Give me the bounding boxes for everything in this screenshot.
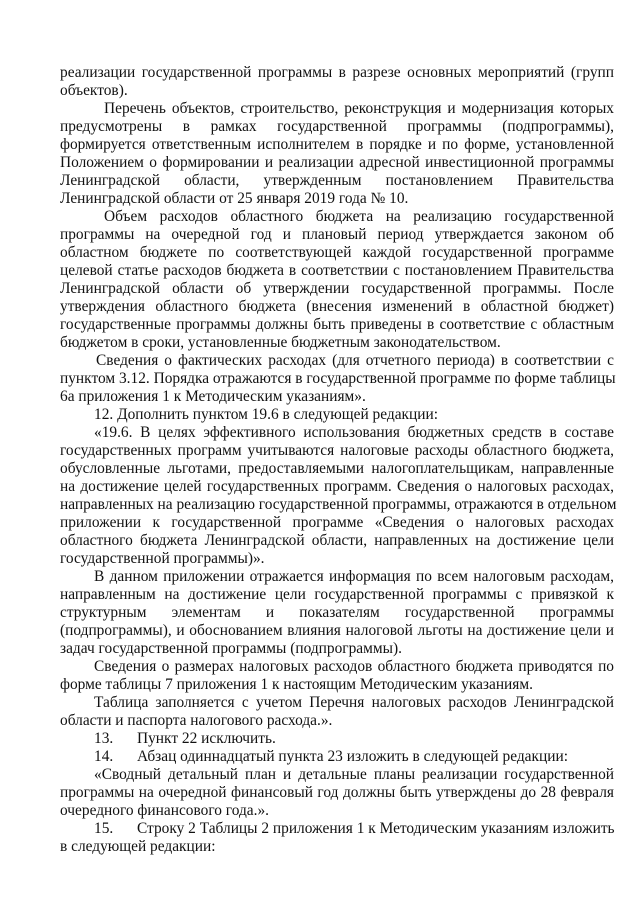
text-line: 6а приложения 1 к Методическим указаниям». [60,388,366,405]
text-line: форме таблицы 7 приложения 1 к настоящим Методическим указаниям. [60,676,533,693]
item-number: 15. [94,820,114,837]
text-line: в следующей редакции: [60,838,216,855]
text-line: приложении к государственной программе «Сведения о налоговых расходах [60,514,614,531]
text-line: реализации государственной программы в разрезе основных мероприятий (групп [60,64,614,81]
text-line: «19.6. В целях эффективного использования бюджетных средств в составе [94,424,614,441]
text-line: Абзац одиннадцатый пункта 23 изложить в следующей редакции: [137,748,568,765]
text-line: В данном приложении отражается информация по всем налоговым расходам, [94,568,614,585]
text-line: областного бюджета Ленинградской области, направленных на достижение цели [60,532,614,549]
text-line: государственные программы должны быть приведены в соответствие с областным [60,316,614,333]
text-line: Перечень объектов, строительство, реконструкция и модернизация которых [104,100,614,117]
text-line: Ленинградской области от 25 января 2019 года № 10. [60,190,409,207]
text-line: 12. Дополнить пунктом 19.6 в следующей редакции: [94,406,438,423]
item-number: 13. [94,730,114,747]
text-line: Сведения о фактических расходах (для отчетного периода) в соответствии с [96,352,614,369]
text-line: задач государственной программы (подпрограммы). [60,640,402,657]
text-line: объектов). [60,82,128,99]
text-line: программы на очередной год и плановый период утверждается законом об [60,226,614,243]
text-line: Сведения о размерах налоговых расходов областного бюджета приводятся по [94,658,614,675]
text-line: программы на очередной финансовый год должны быть утверждены до 28 февраля [60,784,614,801]
text-line: Объем расходов областного бюджета на реализацию государственной [104,208,614,225]
text-line: утверждения областного бюджета (внесения изменений в областной бюджет) [60,298,614,315]
text-line: на достижение целей государственных программ. Сведения о налоговых расходах, [60,478,614,495]
text-line: пунктом 3.12. Порядка отражаются в государственной программе по форме таблицы [60,370,616,387]
text-line: бюджетом в сроки, установленные бюджетным законодательством. [60,334,501,351]
text-line: Таблица заполняется с учетом Перечня налоговых расходов Ленинградской [94,694,614,711]
text-line: Строку 2 Таблицы 2 приложения 1 к Методическим указаниям изложить [137,820,615,837]
text-line: Пункт 22 исключить. [137,730,276,747]
text-line: структурным элементам и показателям государственной программы [60,604,614,621]
text-line: области и паспорта налогового расхода.». [60,712,333,729]
text-line: обусловленные льготами, предоставляемыми налогоплательщикам, направленные [60,460,614,477]
text-line: направленным на достижение цели государственной программы с привязкой к [60,586,614,603]
text-line: государственной программы)». [60,550,265,567]
item-number: 14. [94,748,114,765]
text-line: предусмотрены в рамках государственной программы (подпрограммы), [60,118,614,135]
text-line: «Сводный детальный план и детальные планы реализации государственной [94,766,614,783]
text-line: Ленинградской области, утвержденным постановлением Правительства [60,172,614,189]
text-line: формируется ответственным исполнителем в порядке и по форме, установленной [60,136,614,153]
text-line: Ленинградской области об утверждении государственной программы. После [60,280,614,297]
text-line: государственных программ учитываются налоговые расходы областного бюджета, [60,442,614,459]
text-line: Положением о формировании и реализации адресной инвестиционной программы [60,154,614,171]
text-line: (подпрограммы), и обоснованием влияния налоговой льготы на достижение цели и [60,622,614,639]
text-line: очередного финансового года.». [60,802,270,819]
text-line: областном бюджете по соответствующей каждой государственной программе [60,244,614,261]
text-line: направленных на реализацию государственной программы, отражаются в отдельном [60,496,617,513]
text-line: целевой статье расходов бюджета в соответствии с постановлением Правительства [60,262,614,279]
